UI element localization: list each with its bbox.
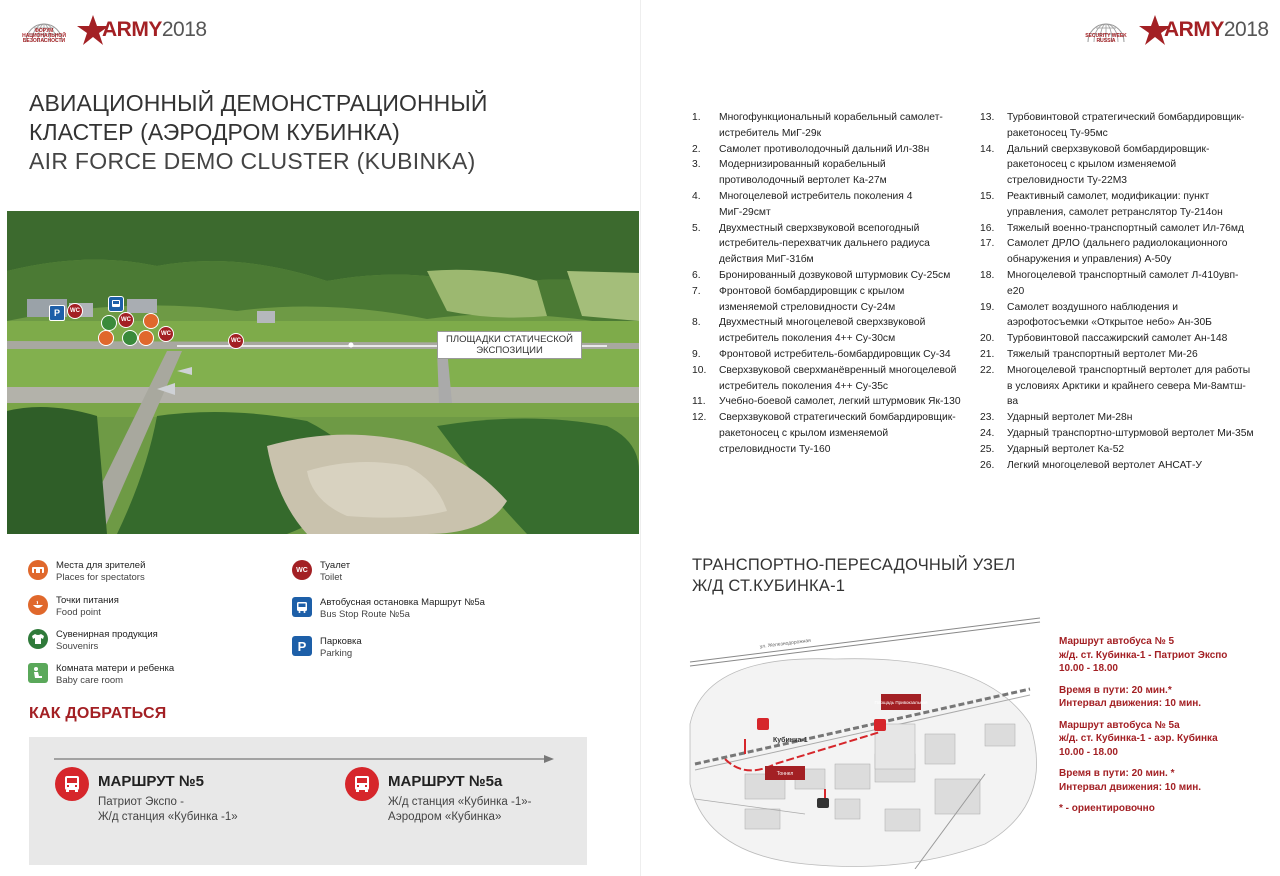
bus-schedule-info	[1059, 635, 1274, 824]
aircraft-list-col2	[980, 110, 1255, 473]
legend-toilet-en: Toilet	[320, 572, 343, 583]
aircraft-list-item	[692, 394, 962, 410]
square-label: Площадь Привокзальная	[874, 700, 928, 705]
aircraft-name: Многоцелевой истребитель поколения 4 МиГ-29смт	[719, 190, 913, 218]
bus-5a-travel-time: Время в пути: 20 мин. *	[1059, 768, 1175, 779]
page-gutter	[640, 0, 641, 876]
legend-bus-stop-en: Bus Stop Route №5а	[320, 609, 410, 620]
bus-5-route: ж/д. ст. Кубинка-1 - Патриот Экспо	[1059, 649, 1228, 661]
aircraft-number: 21.	[980, 348, 995, 360]
aircraft-list-item	[980, 236, 1255, 268]
legend-food-ru: Точки питания	[56, 595, 119, 606]
aircraft-number: 15.	[980, 190, 995, 202]
parking-pin[interactable]: P	[49, 305, 65, 321]
toilet-pin[interactable]: WC	[118, 312, 134, 328]
route-5[interactable]	[55, 767, 238, 825]
aircraft-number: 7.	[692, 285, 701, 297]
aircraft-name: Многоцелевой транспортный самолет Л-410увп-е20	[1007, 269, 1239, 297]
route-arrow-icon	[54, 754, 554, 764]
souvenirs-pin[interactable]	[122, 330, 138, 346]
legend-souvenirs-en: Souvenirs	[56, 641, 99, 652]
legend-souvenirs-ru: Сувенирная продукция	[56, 629, 158, 640]
aircraft-list-item	[692, 410, 962, 457]
aircraft-list-item	[980, 442, 1255, 458]
aircraft-name: Фронтовой бомбардировщик с крылом изменяемой стреловидности Су-24м	[719, 285, 905, 313]
aircraft-name: Турбовинтовой пассажирский самолет Ан-148	[1007, 333, 1228, 345]
route-5a-line1: Ж/д станция «Кубинка -1»-	[388, 796, 532, 808]
toilet-icon: WC	[292, 560, 312, 580]
aircraft-list-item	[692, 363, 962, 395]
aircraft-name: Тяжелый транспортный вертолет Ми-26	[1007, 348, 1198, 360]
aircraft-list-item	[980, 363, 1255, 410]
aircraft-number: 11.	[692, 396, 706, 408]
legend-bus-stop-ru: Автобусная остановка Маршрут №5а	[320, 597, 485, 608]
legend-parking-ru: Парковка	[320, 636, 362, 647]
army-logo-word: ARMY	[1164, 18, 1224, 41]
aircraft-list-item	[692, 284, 962, 316]
legend-spectators	[28, 560, 145, 584]
route-5a-name: МАРШРУТ №5а	[388, 773, 503, 790]
bus-5-title: Маршрут автобуса № 5	[1059, 636, 1175, 647]
page-title	[29, 89, 487, 176]
toilet-pin[interactable]: WC	[228, 333, 244, 349]
how-to-get-there-title: КАК ДОБРАТЬСЯ	[29, 705, 167, 722]
aircraft-number: 10.	[692, 364, 707, 376]
security-forum-logo-text: ФОРУМ НАЦИОНАЛЬНОЙ БЕЗОПАСНОСТИ	[22, 28, 66, 44]
bus-5a-title: Маршрут автобуса № 5а	[1059, 719, 1180, 731]
map-legend	[28, 560, 628, 690]
aerodrome-aerial-map	[7, 211, 639, 534]
legend-spectators-ru: Места для зрителей	[56, 560, 146, 571]
aircraft-list-item	[980, 221, 1255, 237]
aircraft-list-col1	[692, 110, 962, 458]
security-forum-logo	[20, 12, 68, 48]
legend-food-en: Food point	[56, 607, 101, 618]
aircraft-number: 22.	[980, 364, 995, 376]
bus-5a-interval: Интервал движения: 10 мин.	[1059, 781, 1202, 793]
baby-care-pin[interactable]	[101, 315, 117, 331]
bus-5a-route: ж/д. ст. Кубинка-1 - аэр. Кубинка	[1059, 733, 1218, 744]
aircraft-name: Многофункциональный корабельный самолет-истребитель МиГ-29к	[719, 112, 943, 139]
army-logo-word: ARMY	[102, 18, 162, 41]
aircraft-name: Самолет ДРЛО (дальнего радиолокационного обнаружения и управления) А-50у	[1007, 238, 1228, 266]
army-2018-logo-right	[1138, 14, 1269, 46]
aircraft-name: Многоцелевой транспортный вертолет для работы в условиях Арктики и крайнего севера Ми-8амтш-ва	[1007, 364, 1251, 408]
spectators-icon	[28, 560, 48, 580]
station-label: Кубинка-1	[773, 737, 808, 744]
aircraft-name: Двухместный сверхзвуковой всепогодный истребитель-перехватчик дальнего радиуса действия МиГ-31бм	[719, 222, 930, 266]
route-5a-line2: Аэродром «Кубинка»	[388, 811, 502, 823]
baby-care-icon	[28, 663, 48, 683]
aircraft-list-item	[980, 110, 1255, 142]
static-exposition-label-line1: ПЛОЩАДКИ СТАТИЧЕСКОЙ	[446, 334, 573, 345]
station-scheme-map	[685, 614, 1050, 869]
static-exposition-label	[437, 331, 582, 359]
army-logo-year: 2018	[161, 18, 207, 41]
aircraft-name: Тяжелый военно-транспортный самолет Ил-76мд	[1007, 222, 1244, 234]
aircraft-name: Ударный вертолет Ка-52	[1007, 443, 1125, 455]
aircraft-list-item	[980, 347, 1255, 363]
header-logos-right	[1082, 12, 1269, 48]
aircraft-list-item	[980, 426, 1255, 442]
army-logo-year: 2018	[1223, 18, 1269, 41]
food-bowl-icon	[28, 595, 48, 615]
aircraft-number: 26.	[980, 459, 995, 471]
title-ru-line1: АВИАЦИОННЫЙ ДЕМОНСТРАЦИОННЫЙ	[29, 90, 488, 116]
aircraft-name: Дальний сверхзвуковой бомбардировщик-ракетоносец с крылом изменяемой стреловидности Ту-22М3	[1007, 143, 1210, 187]
aircraft-number: 9.	[692, 348, 701, 360]
bus-5a-hours: 10.00 - 18.00	[1059, 746, 1118, 758]
legend-toilet	[292, 560, 350, 584]
transport-hub-title-line1: ТРАНСПОРТНО-ПЕРЕСАДОЧНЫЙ УЗЕЛ	[692, 556, 1016, 574]
tunnel-label: Тоннел	[776, 771, 794, 777]
aircraft-name: Турбовинтовой стратегический бомбардировщик-ракетоносец Ту-95мс	[1007, 112, 1245, 139]
aircraft-name: Ударный вертолет Ми-28н	[1007, 412, 1133, 424]
aircraft-name: Реактивный самолет, модификации: пункт управления, самолет ретранслятор Ту-214он	[1007, 190, 1223, 218]
aircraft-list-item	[692, 221, 962, 268]
aircraft-list-item	[980, 300, 1255, 332]
route-5-name: МАРШРУТ №5	[98, 773, 204, 790]
aircraft-name: Учебно-боевой самолет, легкий штурмовик Як-130	[719, 396, 961, 408]
aircraft-number: 18.	[980, 269, 995, 281]
aircraft-name: Легкий многоцелевой вертолет АНСАТ-У	[1007, 459, 1202, 471]
aircraft-name: Самолет воздушного наблюдения и аэрофотосъемки «Открытое небо» Ан-30Б	[1007, 301, 1212, 329]
bus-icon	[111, 299, 121, 309]
transport-hub-title-line2: Ж/Д СТ.КУБИНКА-1	[692, 577, 846, 595]
aircraft-list-item	[692, 142, 962, 158]
bus-5-interval: Интервал движения: 10 мин.	[1059, 698, 1202, 709]
aircraft-number: 13.	[980, 112, 995, 123]
aircraft-number: 24.	[980, 427, 995, 439]
aircraft-number: 16.	[980, 222, 995, 234]
route-5-line1: Патриот Экспо -	[98, 796, 184, 808]
bus-stop-pin[interactable]	[108, 296, 124, 312]
aircraft-number: 25.	[980, 443, 995, 455]
road-label: ул. Железнодорожная	[759, 637, 812, 650]
aircraft-list-item	[692, 189, 962, 221]
toilet-pin[interactable]: WC	[67, 303, 83, 319]
aircraft-name: Ударный транспортно-штурмовой вертолет Ми-35м	[1007, 427, 1254, 439]
army-2018-logo	[76, 14, 207, 46]
header-logos-left	[20, 12, 207, 48]
legend-spectators-en: Places for spectators	[56, 572, 145, 583]
tshirt-icon	[28, 629, 48, 649]
aircraft-number: 17.	[980, 238, 995, 250]
aircraft-number: 12.	[692, 412, 707, 424]
bus-5-hours: 10.00 - 18.00	[1059, 663, 1118, 674]
aircraft-number: 6.	[692, 269, 701, 281]
aircraft-number: 23.	[980, 412, 995, 424]
legend-parking-en: Parking	[320, 648, 353, 659]
aircraft-list-item	[980, 458, 1255, 474]
aircraft-list-item	[980, 189, 1255, 221]
transport-hub-title	[692, 555, 1015, 597]
aircraft-number: 3.	[692, 159, 701, 171]
aircraft-number: 1.	[692, 112, 701, 123]
legend-food	[28, 595, 119, 619]
legend-baby-care-en: Baby care room	[56, 675, 124, 686]
aircraft-list-item	[980, 268, 1255, 300]
aircraft-name: Сверхзвуковой сверхманёвренный многоцелевой истребитель поколения 4++ Су-35с	[719, 364, 957, 392]
legend-parking	[292, 636, 362, 660]
aircraft-list-item	[692, 110, 962, 142]
aircraft-number: 2.	[692, 143, 701, 155]
title-en: AIR FORCE DEMO CLUSTER (KUBINKA)	[29, 148, 476, 174]
aircraft-name: Модернизированный корабельный противолодочный вертолет Ка-27м	[719, 159, 887, 187]
aircraft-name: Самолет противолодочный дальний Ил-38н	[719, 143, 930, 155]
food-point-pin[interactable]	[138, 330, 154, 346]
routes-box	[29, 737, 587, 865]
static-exposition-label-line2: ЭКСПОЗИЦИИ	[476, 345, 543, 356]
legend-souvenirs	[28, 629, 158, 653]
aircraft-number: 19.	[980, 301, 995, 313]
aircraft-number: 4.	[692, 190, 701, 202]
parking-icon: P	[292, 636, 312, 656]
aircraft-name: Фронтовой истребитель-бомбардировщик Су-34	[719, 348, 951, 360]
aircraft-list-item	[980, 142, 1255, 189]
legend-toilet-ru: Туалет	[320, 560, 351, 571]
security-week-logo	[1082, 12, 1130, 48]
aircraft-list-item	[692, 157, 962, 189]
aircraft-number: 8.	[692, 317, 701, 329]
aircraft-name: Сверхзвуковой стратегический бомбардировщик-ракетоносец с крылом изменяемой стреловидности Ту-160	[719, 412, 956, 455]
aircraft-number: 5.	[692, 222, 701, 234]
route-5-line2: Ж/д станция «Кубинка -1»	[98, 811, 238, 823]
route-5a[interactable]	[345, 767, 531, 825]
title-ru-line2: КЛАСТЕР (АЭРОДРОМ КУБИНКА)	[29, 119, 400, 145]
aircraft-list-item	[980, 410, 1255, 426]
toilet-pin[interactable]: WC	[158, 326, 174, 342]
aircraft-name: Бронированный дозвуковой штурмовик Су-25см	[719, 269, 951, 281]
aircraft-list-item	[692, 268, 962, 284]
bus-stop-icon	[292, 597, 312, 617]
legend-baby-care-ru: Комната матери и ребенка	[56, 663, 175, 674]
aircraft-number: 14.	[980, 143, 995, 155]
aircraft-list-item	[980, 331, 1255, 347]
approximate-note: * - ориентировочно	[1059, 803, 1155, 814]
aircraft-name: Двухместный многоцелевой сверхзвуковой истребитель поколения 4++ Су-30см	[719, 317, 926, 345]
aircraft-list-item	[692, 347, 962, 363]
aircraft-number: 20.	[980, 333, 995, 345]
bus-5-travel-time: Время в пути: 20 мин.*	[1059, 684, 1172, 696]
spectators-pin[interactable]	[98, 330, 114, 346]
security-week-logo-text: SECURITY WEEK RUSSIA	[1085, 33, 1127, 44]
legend-bus-stop	[292, 597, 485, 621]
aircraft-list-item	[692, 315, 962, 347]
legend-baby-care	[28, 663, 174, 687]
food-point-pin[interactable]	[143, 313, 159, 329]
